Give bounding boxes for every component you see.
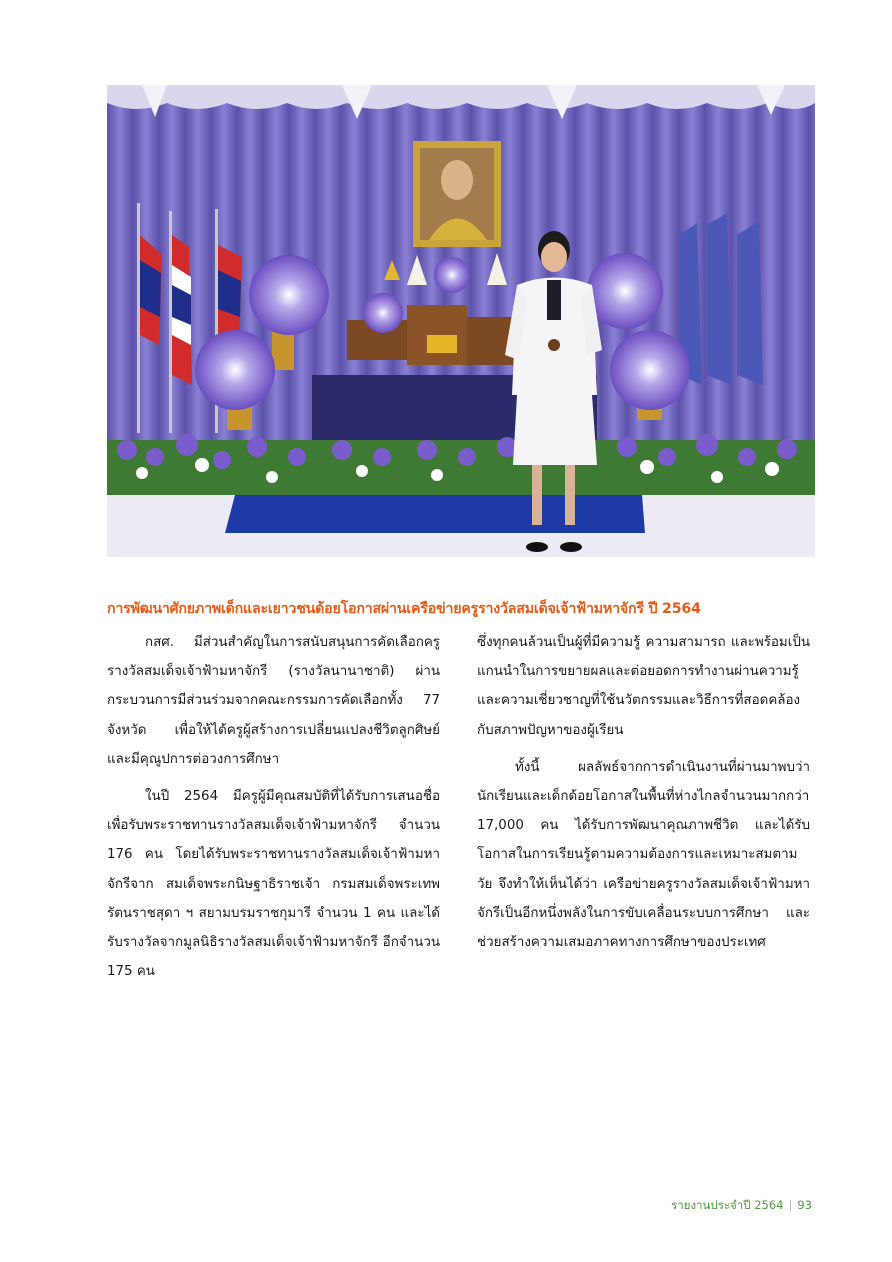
report-label: รายงานประจำปี 2564: [671, 1198, 784, 1212]
right-paragraph-1: ซึ่งทุกคนล้วนเป็นผู้ที่มีความรู้ ความสามารถ และพร้อมเป็นแกนนำในการขยายผลและต่อยอดการทำงานผ่านความรู้และความเชี่ยวชาญที่ใช้นวัตกรรมและวิธีการที่สอดคล้องกับสภาพปัญหาของผู้เรียน: [477, 635, 810, 738]
footer-separator: |: [788, 1198, 793, 1212]
left-column: [107, 628, 440, 994]
left-paragraph-1: กสศ. มีส่วนสำคัญในการสนับสนุนการคัดเลือกครูรางวัลสมเด็จเจ้าฟ้ามหาจักรี (รางวัลนานาชาติ) ผ่านกระบวนการมีส่วนร่วมจากคณะกรรมการคัดเลือกทั้ง 77 จังหวัด เพื่อให้ได้ครูผู้สร้างการเปลี่ยนแปลงชีวิตลูกศิษย์และมีคุณูปการต่อวงการศึกษา: [107, 635, 440, 767]
page-number: 93: [797, 1198, 812, 1212]
article-heading: การพัฒนาศักยภาพเด็กและเยาวชนด้อยโอกาสผ่านเครือข่ายครูรางวัลสมเด็จเจ้าฟ้ามหาจักรี ปี 2564: [107, 601, 701, 617]
right-paragraph-2: ทั้งนี้ ผลลัพธ์จากการดำเนินงานที่ผ่านมาพบว่า นักเรียนและเด็กด้อยโอกาสในพื้นที่ห่างไกลจำนวนมากกว่า 17,000 คน ได้รับการพัฒนาคุณภาพชีวิต และได้รับโอกาสในการเรียนรู้ตามความต้องการและเหมาะสมตามวัย จึงทำให้เห็นได้ว่า เครือข่ายครูรางวัลสมเด็จเจ้าฟ้ามหาจักรีเป็นอีกหนึ่งพลังในการขับเคลื่อนระบบการศึกษา และช่วยสร้างความเสมอภาคทางการศึกษาของประเทศ: [477, 759, 810, 951]
page-footer: [671, 1197, 812, 1215]
ceremony-photo: [107, 85, 815, 557]
left-paragraph-2: ในปี 2564 มีครูผู้มีคุณสมบัติที่ได้รับการเสนอชื่อเพื่อรับพระราชทานรางวัลสมเด็จเจ้าฟ้ามหาจักรี จำนวน 176 คน โดยได้รับพระราชทานรางวัลสมเด็จเจ้าฟ้ามหาจักรีจาก สมเด็จพระกนิษฐาธิราชเจ้า กรมสมเด็จพระเทพรัตนราชสุดา ฯ สยามบรมราชกุมารี จำนวน 1 คน และได้รับรางวัลจากมูลนิธิรางวัลสมเด็จเจ้าฟ้ามหาจักรี อีกจำนวน 175 คน: [107, 789, 440, 980]
right-column: [477, 628, 810, 965]
